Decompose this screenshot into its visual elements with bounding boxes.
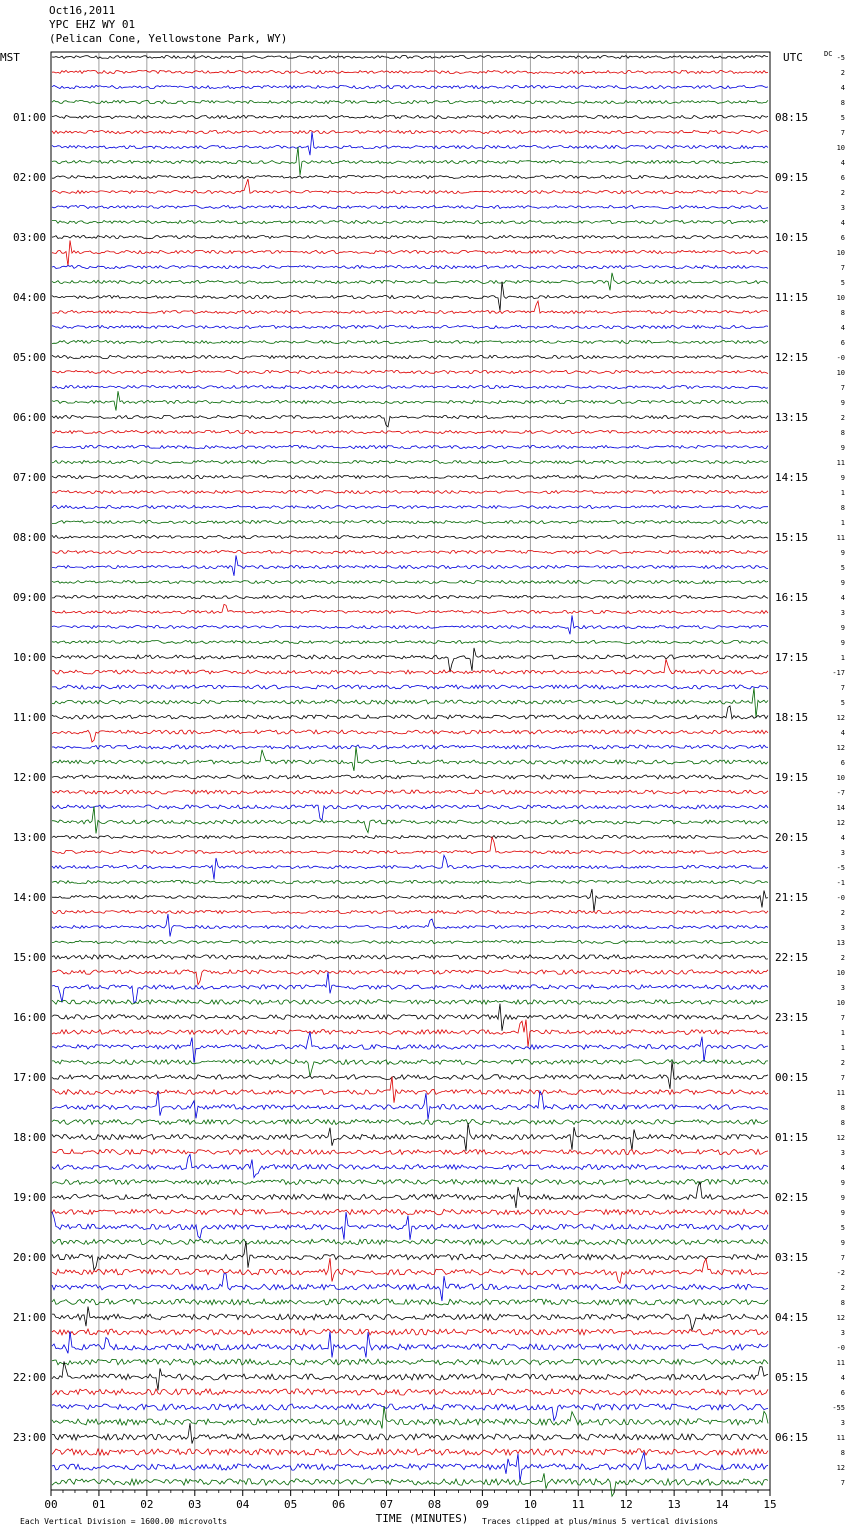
dc-offset-label: 10 <box>836 369 845 377</box>
trace-row-30 <box>52 505 768 508</box>
seismic-traces <box>52 55 768 1496</box>
dc-offset-label: 12 <box>836 819 845 827</box>
trace-row-20 <box>52 355 768 358</box>
dc-offset-label: 6 <box>840 174 845 182</box>
dc-offset-label: 4 <box>840 159 845 167</box>
trace-row-51 <box>52 806 768 833</box>
trace-row-16 <box>52 282 768 311</box>
trace-row-3 <box>52 100 768 103</box>
dc-offset-label: 3 <box>840 849 845 857</box>
hour-label-utc: 13:15 <box>775 411 809 424</box>
trace-row-52 <box>52 835 768 838</box>
trace-row-39 <box>52 640 768 643</box>
dc-offset-label: 1 <box>840 489 845 497</box>
dc-offset-label: 4 <box>840 219 845 227</box>
x-tick-label: 15 <box>763 1498 777 1511</box>
x-tick-label: 12 <box>619 1498 633 1511</box>
dc-offset-label: 2 <box>840 189 845 197</box>
hour-label-utc: 04:15 <box>775 1311 809 1324</box>
hour-label-utc: 18:15 <box>775 711 809 724</box>
trace-row-0 <box>52 55 768 58</box>
trace-row-14 <box>52 265 768 268</box>
trace-row-86 <box>52 1331 768 1357</box>
dc-offset-label: 6 <box>840 759 845 767</box>
hour-label-mst: 23:00 <box>13 1431 47 1444</box>
dc-offset-label: 4 <box>840 834 845 842</box>
trace-row-15 <box>52 273 768 291</box>
dc-offset-label: 3 <box>840 1329 845 1337</box>
dc-offset-label: 9 <box>840 474 845 482</box>
hour-label-utc: 12:15 <box>775 351 809 364</box>
trace-row-79 <box>52 1239 768 1245</box>
dc-offset-label: 4 <box>840 84 845 92</box>
dc-offset-label: 2 <box>840 954 845 962</box>
trace-row-12 <box>52 235 768 238</box>
left-axis-label: MST <box>0 51 20 64</box>
dc-offset-label: 7 <box>840 264 845 272</box>
x-tick-label: 10 <box>523 1498 537 1511</box>
trace-row-36 <box>52 595 768 598</box>
dc-offset-label: -7 <box>836 789 845 797</box>
trace-row-71 <box>52 1120 768 1125</box>
x-tick-label: 02 <box>140 1498 154 1511</box>
dc-offset-label: 7 <box>840 1479 845 1487</box>
dc-offset-label: 1 <box>840 654 845 662</box>
trace-row-91 <box>52 1406 768 1428</box>
dc-offset-label: 4 <box>840 1164 845 1172</box>
dc-offset-label: 11 <box>836 459 845 467</box>
hour-label-utc: 23:15 <box>775 1011 809 1024</box>
trace-row-57 <box>52 910 768 913</box>
dc-offset-label: 3 <box>840 924 845 932</box>
trace-row-4 <box>52 115 768 118</box>
dc-offset-label: 5 <box>840 699 845 707</box>
dc-offset-label: 9 <box>840 549 845 557</box>
trace-row-73 <box>52 1149 768 1154</box>
dc-offset-label: -5 <box>836 864 845 872</box>
trace-row-23 <box>52 391 768 410</box>
dc-offset-label: 10 <box>836 294 845 302</box>
hour-label-mst: 21:00 <box>13 1311 47 1324</box>
trace-row-28 <box>52 475 768 478</box>
trace-row-38 <box>52 615 768 634</box>
hour-label-utc: 20:15 <box>775 831 809 844</box>
hour-label-utc: 09:15 <box>775 171 809 184</box>
trace-row-11 <box>52 220 768 223</box>
trace-row-90 <box>52 1404 768 1421</box>
trace-row-93 <box>52 1449 768 1455</box>
dc-label: DC <box>824 50 833 58</box>
trace-row-43 <box>52 688 768 718</box>
dc-offset-label: 7 <box>840 1254 845 1262</box>
trace-row-35 <box>52 580 768 583</box>
trace-row-61 <box>52 970 768 985</box>
trace-row-58 <box>52 914 768 937</box>
hour-label-mst: 22:00 <box>13 1371 47 1384</box>
trace-row-46 <box>52 745 768 749</box>
hour-label-mst: 11:00 <box>13 711 47 724</box>
x-tick-label: 00 <box>44 1498 58 1511</box>
minute-gridlines <box>99 52 722 1490</box>
dc-offset-label: 11 <box>836 1359 845 1367</box>
dc-offset-label: 9 <box>840 579 845 587</box>
trace-row-88 <box>52 1361 768 1390</box>
dc-offset-label: -0 <box>836 354 845 362</box>
trace-row-47 <box>52 747 768 771</box>
dc-offset-label: 9 <box>840 639 845 647</box>
dc-offset-label: 8 <box>840 1299 845 1307</box>
trace-row-49 <box>52 790 768 794</box>
trace-row-80 <box>52 1241 768 1270</box>
dc-offset-label: 9 <box>840 444 845 452</box>
trace-row-83 <box>52 1299 768 1305</box>
dc-offset-label: 2 <box>840 909 845 917</box>
dc-offset-label: 9 <box>840 624 845 632</box>
dc-offset-label: 3 <box>840 1419 845 1427</box>
trace-row-77 <box>52 1209 768 1214</box>
hour-label-utc: 22:15 <box>775 951 809 964</box>
trace-row-89 <box>52 1389 768 1395</box>
trace-row-70 <box>52 1091 768 1119</box>
dc-offset-label: 2 <box>840 414 845 422</box>
trace-row-68 <box>52 1061 768 1089</box>
trace-row-76 <box>52 1181 768 1208</box>
dc-offset-label: 2 <box>840 1059 845 1067</box>
trace-row-17 <box>52 301 768 314</box>
trace-row-82 <box>52 1274 768 1301</box>
dc-offset-label: 12 <box>836 1314 845 1322</box>
hour-label-utc: 21:15 <box>775 891 809 904</box>
trace-row-34 <box>52 555 768 575</box>
dc-offset-label: 10 <box>836 249 845 257</box>
dc-offset-label: 5 <box>840 114 845 122</box>
hour-label-mst: 03:00 <box>13 231 47 244</box>
x-axis-ticks <box>51 1490 770 1496</box>
trace-row-55 <box>52 880 768 883</box>
trace-row-40 <box>52 648 768 672</box>
trace-row-66 <box>52 1032 768 1063</box>
dc-offset-label: 8 <box>840 1104 845 1112</box>
dc-offset-label: 9 <box>840 399 845 407</box>
hour-label-mst: 17:00 <box>13 1071 47 1084</box>
trace-row-54 <box>52 855 768 879</box>
trace-row-10 <box>52 205 768 208</box>
dc-offset-label: 9 <box>840 1239 845 1247</box>
hour-label-utc: 02:15 <box>775 1191 809 1204</box>
dc-offset-label: 12 <box>836 714 845 722</box>
footer-clip-note: Traces clipped at plus/minus 5 vertical divisions <box>482 1517 719 1526</box>
trace-row-56 <box>52 889 768 912</box>
dc-offset-label: 7 <box>840 1014 845 1022</box>
dc-offset-label: 6 <box>840 234 845 242</box>
hour-label-utc: 19:15 <box>775 771 809 784</box>
hour-label-mst: 09:00 <box>13 591 47 604</box>
dc-offset-label: 13 <box>836 939 845 947</box>
hour-label-mst: 04:00 <box>13 291 47 304</box>
hour-label-utc: 06:15 <box>775 1431 809 1444</box>
dc-offset-label: 6 <box>840 1389 845 1397</box>
trace-row-25 <box>52 430 768 433</box>
hour-label-utc: 15:15 <box>775 531 809 544</box>
hour-label-mst: 20:00 <box>13 1251 47 1264</box>
dc-offset-label: 10 <box>836 774 845 782</box>
dc-offset-label: 12 <box>836 1464 845 1472</box>
x-tick-label: 03 <box>188 1498 202 1511</box>
dc-offset-label: 8 <box>840 309 845 317</box>
trace-row-63 <box>52 1000 768 1005</box>
trace-row-53 <box>52 837 768 853</box>
dc-offset-label: 1 <box>840 1044 845 1052</box>
hour-label-mst: 08:00 <box>13 531 47 544</box>
x-tick-label: 05 <box>284 1498 298 1511</box>
trace-row-48 <box>52 775 768 779</box>
x-tick-label: 11 <box>571 1498 585 1511</box>
trace-row-31 <box>52 520 768 523</box>
trace-row-5 <box>52 130 768 133</box>
dc-offset-label: 4 <box>840 594 845 602</box>
dc-offset-label: 3 <box>840 204 845 212</box>
trace-row-13 <box>52 240 768 266</box>
trace-row-75 <box>52 1179 768 1184</box>
hour-label-mst: 10:00 <box>13 651 47 664</box>
dc-offset-label: 1 <box>840 1029 845 1037</box>
dc-offset-label: 5 <box>840 564 845 572</box>
dc-offset-label: 11 <box>836 1434 845 1442</box>
trace-row-27 <box>52 460 768 463</box>
trace-row-87 <box>52 1359 768 1365</box>
trace-row-2 <box>52 85 768 88</box>
footer-scale-note: Each Vertical Division = 1600.00 microvolts <box>20 1517 228 1526</box>
trace-row-41 <box>52 659 768 674</box>
hour-label-mst: 15:00 <box>13 951 47 964</box>
trace-row-64 <box>52 1004 768 1031</box>
trace-row-24 <box>52 415 768 426</box>
dc-offset-label: 7 <box>840 1074 845 1082</box>
trace-row-6 <box>52 132 768 155</box>
dc-offset-label: -0 <box>836 894 845 902</box>
trace-row-45 <box>52 730 768 742</box>
dc-offset-label: 1 <box>840 519 845 527</box>
dc-offset-label: 8 <box>840 1119 845 1127</box>
dc-offset-label: -2 <box>836 1269 845 1277</box>
trace-row-44 <box>52 706 768 719</box>
x-tick-label: 04 <box>236 1498 250 1511</box>
dc-offset-label: 9 <box>840 1194 845 1202</box>
dc-offset-label: 12 <box>836 744 845 752</box>
station-name: YPC EHZ WY 01 <box>49 18 136 31</box>
trace-row-19 <box>52 340 768 343</box>
trace-row-94 <box>52 1452 768 1481</box>
dc-offset-label: 10 <box>836 969 845 977</box>
dc-offset-label: 3 <box>840 984 845 992</box>
dc-offset-label: 3 <box>840 1149 845 1157</box>
hour-label-utc: 08:15 <box>775 111 809 124</box>
trace-row-37 <box>52 604 768 613</box>
dc-offset-label: 10 <box>836 999 845 1007</box>
hour-label-utc: 01:15 <box>775 1131 809 1144</box>
dc-offset-label: 11 <box>836 1089 845 1097</box>
trace-row-84 <box>52 1307 768 1331</box>
hour-label-utc: 16:15 <box>775 591 809 604</box>
x-tick-label: 09 <box>475 1498 490 1511</box>
dc-offset-label: -1 <box>836 879 845 887</box>
trace-row-60 <box>52 955 768 959</box>
trace-row-85 <box>52 1329 768 1335</box>
hour-label-utc: 10:15 <box>775 231 809 244</box>
hour-label-mst: 13:00 <box>13 831 47 844</box>
dc-offset-label: 14 <box>836 804 845 812</box>
dc-offset-label: 8 <box>840 1449 845 1457</box>
hour-label-mst: 01:00 <box>13 111 47 124</box>
trace-row-9 <box>52 179 768 194</box>
dc-offset-label: 6 <box>840 339 845 347</box>
hour-label-mst: 19:00 <box>13 1191 47 1204</box>
hour-label-mst: 14:00 <box>13 891 47 904</box>
dc-offset-label: 5 <box>840 1224 845 1232</box>
x-tick-label: 14 <box>715 1498 729 1511</box>
hour-label-mst: 16:00 <box>13 1011 47 1024</box>
hour-label-mst: 05:00 <box>13 351 47 364</box>
dc-offset-label: 7 <box>840 684 845 692</box>
trace-row-8 <box>52 175 768 178</box>
trace-row-7 <box>52 147 768 175</box>
dc-offset-label: -55 <box>832 1404 845 1412</box>
trace-row-42 <box>52 685 768 689</box>
station-location: (Pelican Cone, Yellowstone Park, WY) <box>49 32 288 45</box>
dc-offset-label: 2 <box>840 69 845 77</box>
trace-row-95 <box>52 1473 768 1496</box>
trace-row-81 <box>52 1258 768 1283</box>
dc-offset-label: 7 <box>840 384 845 392</box>
dc-offset-label: -0 <box>836 1344 845 1352</box>
dc-offset-label: 9 <box>840 1179 845 1187</box>
x-tick-label: 07 <box>379 1498 394 1511</box>
trace-row-29 <box>52 490 768 493</box>
trace-row-18 <box>52 325 768 328</box>
dc-offset-label: 4 <box>840 729 845 737</box>
hour-label-utc: 03:15 <box>775 1251 809 1264</box>
trace-row-21 <box>52 370 768 373</box>
dc-offset-label: -17 <box>832 669 845 677</box>
dc-offset-label: 3 <box>840 609 845 617</box>
hour-label-utc: 05:15 <box>775 1371 809 1384</box>
dc-offset-label: 12 <box>836 1134 845 1142</box>
dc-offset-label: -5 <box>836 54 845 62</box>
dc-offset-label: 5 <box>840 279 845 287</box>
right-axis-label: UTC <box>783 51 803 64</box>
hour-label-mst: 07:00 <box>13 471 47 484</box>
trace-row-26 <box>52 445 768 448</box>
dc-offset-label: 11 <box>836 534 845 542</box>
hour-label-utc: 14:15 <box>775 471 809 484</box>
trace-row-50 <box>52 805 768 820</box>
chart-date: Oct16,2011 <box>49 4 116 17</box>
x-axis-label: TIME (MINUTES) <box>375 1512 469 1525</box>
x-tick-label: 06 <box>331 1498 346 1511</box>
dc-offset-label: 8 <box>840 429 845 437</box>
trace-row-33 <box>52 550 768 553</box>
trace-row-67 <box>52 1060 768 1077</box>
trace-row-1 <box>52 70 768 73</box>
x-tick-label: 13 <box>667 1498 681 1511</box>
trace-row-78 <box>52 1212 768 1240</box>
hour-label-mst: 18:00 <box>13 1131 47 1144</box>
trace-row-32 <box>52 535 768 538</box>
dc-offset-label: 8 <box>840 99 845 107</box>
dc-offset-label: 4 <box>840 324 845 332</box>
dc-offset-label: 4 <box>840 1374 845 1382</box>
dc-offset-label: 8 <box>840 504 845 512</box>
hour-label-utc: 00:15 <box>775 1071 809 1084</box>
hour-label-mst: 12:00 <box>13 771 47 784</box>
trace-row-74 <box>52 1154 768 1177</box>
x-tick-label: 01 <box>92 1498 106 1511</box>
trace-row-62 <box>52 972 768 1003</box>
trace-row-22 <box>52 385 768 388</box>
x-tick-label: 08 <box>427 1498 442 1511</box>
dc-offset-label: 9 <box>840 1209 845 1217</box>
hour-label-mst: 02:00 <box>13 171 47 184</box>
dc-offset-label: 10 <box>836 144 845 152</box>
dc-offset-label: 7 <box>840 129 845 137</box>
hour-label-mst: 06:00 <box>13 411 47 424</box>
trace-row-92 <box>52 1423 768 1443</box>
hour-label-utc: 17:15 <box>775 651 809 664</box>
trace-row-65 <box>52 1020 768 1047</box>
dc-offset-label: 2 <box>840 1284 845 1292</box>
trace-row-69 <box>52 1077 768 1103</box>
trace-row-59 <box>52 941 768 944</box>
hour-label-utc: 11:15 <box>775 291 809 304</box>
trace-row-72 <box>52 1123 768 1151</box>
